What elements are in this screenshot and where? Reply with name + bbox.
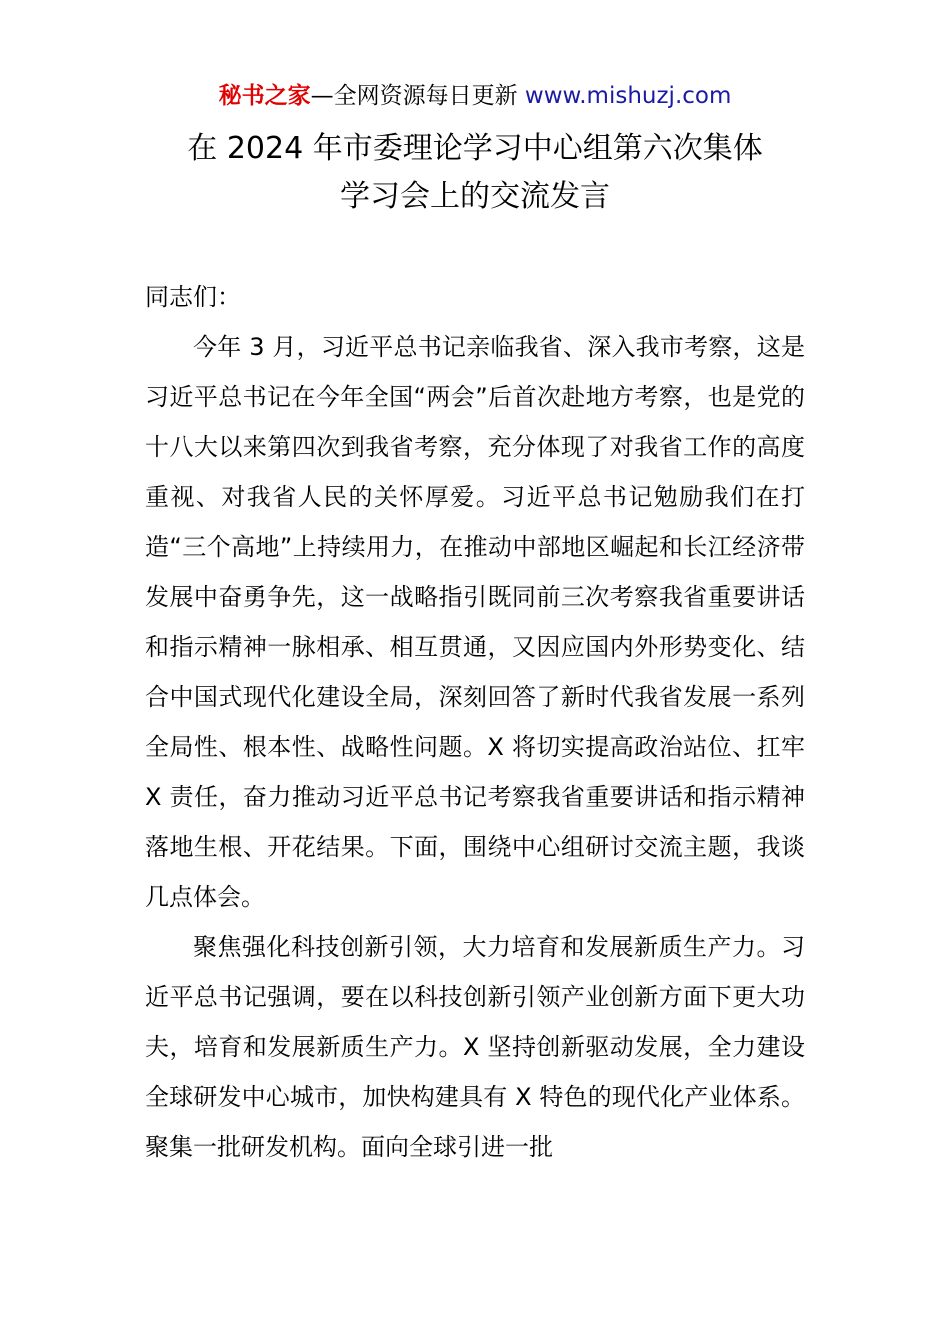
document-title xyxy=(0,125,950,221)
paragraph-1: 今年 3 月，习近平总书记亲临我省、深入我市考察，这是习近平总书记在今年全国“两会”后首次赴地方考察，也是党的十八大以来第四次到我省考察，充分体现了对我省工作的高度重视、对我省人民的关怀厚爱。习近平总书记勉励我们在打造“三个高地”上持续用力，在推动中部地区崛起和长江经济带发展中奋勇争先，这一战略指引既同前三次考察我省重要讲话和指示精神一脉相承、相互贯通，又因应国内外形势变化、结合中国式现代化建设全局，深刻回答了新时代我省发展一系列全局性、根本性、战略性问题。X 将切实提高政治站位、扛牢 X 责任，奋力推动习近平总书记考察我省重要讲话和指示精神落地生根、开花结果。下面，围绕中心组研讨交流主题，我谈几点体会。 xyxy=(145,333,805,911)
site-tagline: —全网资源每日更新 xyxy=(310,83,525,109)
salutation: 同志们： xyxy=(145,283,241,311)
document-title-line-2: 学习会上的交流发言 xyxy=(340,179,610,214)
site-header xyxy=(0,80,950,112)
site-url-link[interactable]: www.mishuzj.com xyxy=(524,83,732,109)
paragraph-2: 聚焦强化科技创新引领，大力培育和发展新质生产力。习近平总书记强调，要在以科技创新引领产业创新方面下更大功夫，培育和发展新质生产力。X 坚持创新驱动发展，全力建设全球研发中心城市，加快构建具有 X 特色的现代化产业体系。聚集一批研发机构。面向全球引进一批 xyxy=(145,933,805,1161)
document-body xyxy=(145,272,805,1172)
site-brand: 秘书之家 xyxy=(218,83,311,109)
document-title-line-1: 在 2024 年市委理论学习中心组第六次集体 xyxy=(187,131,763,166)
